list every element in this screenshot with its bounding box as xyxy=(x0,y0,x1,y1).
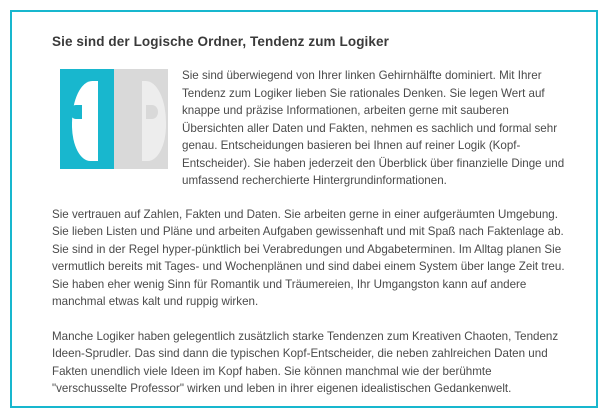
two-head-profiles-icon xyxy=(60,69,168,169)
face-profile-right-icon xyxy=(120,81,166,161)
nose-right-shape xyxy=(146,105,158,119)
paragraph-2: Sie vertrauen auf Zahlen, Fakten und Daten. Sie arbeiten gerne in einer aufgeräumten Umgebung. Sie lieben Listen und Pläne und arbeiten Aufgaben gewissenhaft und mit Spaß nach Faktenlage ab. Sie sind in der Regel hyper-pünktlich bei Verabredungen und Abgabeterminen. Im Alltag planen Sie vermutlich bereits mit Tages- und Wochenplänen und sind dabei einem System über lange Zeit treu. Sie haben eher wenig Sinn für Romantik und Träumereien, Ihr Umgangston kann auf andere manchmal etwas kalt und ruppig wirken. xyxy=(52,207,565,308)
card-content xyxy=(12,12,596,406)
face-profile-left-icon xyxy=(72,81,114,161)
nose-left-shape xyxy=(70,105,82,119)
paragraph-3: Manche Logiker haben gelegentlich zusätzlich starke Tendenzen zum Kreativen Chaoten, Tendenz Ideen-Sprudler. Das sind dann die typischen Kopf-Entscheider, die neben zahlreichen Daten und Fakten unendlich viele Ideen im Kopf haben. Sie können manchmal wie der berühmte "verschusselte Professor" wirken und leben in ihrer eigenen idealistischen Gedankenwelt. xyxy=(52,329,559,395)
paragraph-1: Sie sind überwiegend von Ihrer linken Gehirnhälfte dominiert. Mit Ihrer Tendenz zum Logiker lieben Sie rationales Denken. Sie legen Wert auf knappe und präzise Informationen, arbeiten gerne mit sauberen Übersichten aller Daten und Fakten, nehmen es sachlich und formal sehr genau. Entscheidungen basieren bei Ihnen auf reiner Logik (Kopf-Entscheider). Sie haben jederzeit den Überblick über finanzielle Dinge und umfassend recherchierte Hintergrundinformationen. xyxy=(182,69,565,187)
page-title: Sie sind der Logische Ordner, Tendenz zum Logiker xyxy=(52,34,389,49)
result-card xyxy=(10,10,598,408)
right-brain-panel xyxy=(114,69,168,169)
left-brain-panel xyxy=(60,69,114,169)
